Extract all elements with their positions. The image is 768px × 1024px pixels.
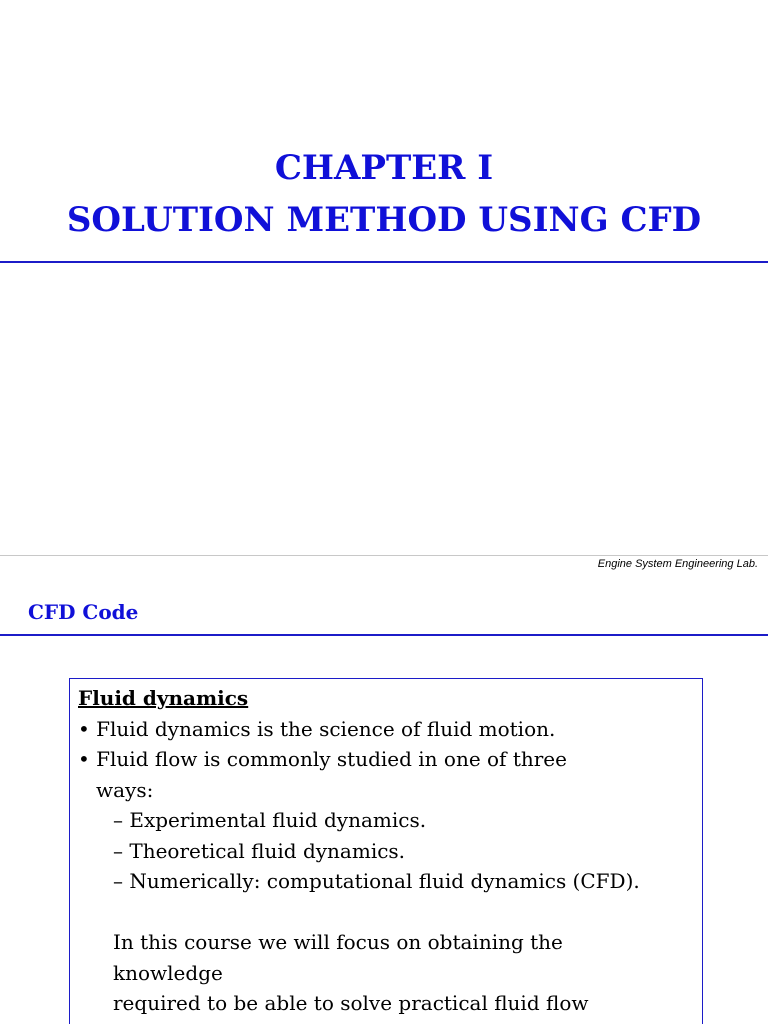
content-box xyxy=(69,678,703,1024)
bullet-three-ways: • Fluid flow is commonly studied in one of three xyxy=(78,747,567,771)
title-rule xyxy=(0,261,768,263)
title-line-chapter: CHAPTER I xyxy=(274,148,494,188)
box-heading: Fluid dynamics xyxy=(78,686,249,710)
para-line-2: knowledge xyxy=(113,960,223,985)
section-title: CFD Code xyxy=(28,600,139,624)
slide-title xyxy=(0,142,768,246)
bullet-science: • Fluid dynamics is the science of fluid motion. xyxy=(78,716,556,741)
slide-separator xyxy=(0,555,768,556)
para-line-3: required to be able to solve practical fluid flow xyxy=(113,991,589,1015)
para-line-1: In this course we will focus on obtaining the xyxy=(113,930,563,954)
sub-experimental: – Experimental fluid dynamics. xyxy=(113,808,427,832)
sub-numerical: – Numerically: computational fluid dynamics (CFD). xyxy=(113,869,640,893)
footer-lab-name: Engine System Engineering Lab. xyxy=(597,558,758,570)
sub-theoretical: – Theoretical fluid dynamics. xyxy=(113,838,406,863)
title-line-solution: SOLUTION METHOD USING CFD xyxy=(66,200,702,240)
bullet-three-ways-cont: ways: xyxy=(96,777,154,802)
section-rule xyxy=(0,634,768,636)
spacer xyxy=(78,897,696,928)
